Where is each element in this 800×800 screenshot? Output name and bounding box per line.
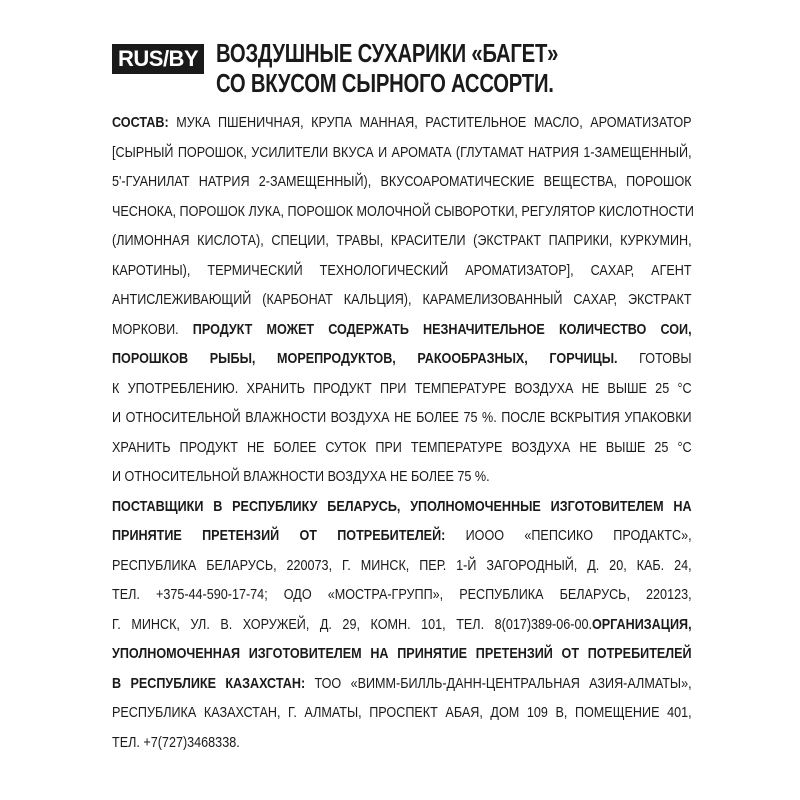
- text-segment: МУКА ПШЕНИЧНАЯ, КРУПА МАННАЯ, РАСТИТЕЛЬНОЕ МАСЛО, АРОМАТИЗАТОР: [176, 114, 692, 131]
- text-segment: КАРОТИНЫ), ТЕРМИЧЕСКИЙ ТЕХНОЛОГИЧЕСКИЙ АРОМАТИЗАТОР], САХАР, АГЕНТ: [112, 261, 692, 279]
- text-line: [112, 256, 692, 286]
- text-line: [112, 610, 692, 640]
- bold-text-segment: СОСТАВ:: [112, 114, 177, 131]
- text-segment: ТЕЛ. +375-44-590-17-74; ОДО «МОСТРА-ГРУПП», РЕСПУБЛИКА БЕЛАРУСЬ, 220123,: [112, 586, 692, 603]
- text-line: [112, 698, 692, 728]
- text-line: [112, 315, 692, 345]
- text-segment: И ОТНОСИТЕЛЬНОЙ ВЛАЖНОСТИ ВОЗДУХА НЕ БОЛЕЕ 75 %.: [112, 468, 490, 485]
- text-line: [112, 433, 692, 463]
- text-line: [112, 462, 692, 492]
- text-line: [112, 669, 692, 699]
- text-line: [112, 521, 692, 551]
- text-line: [112, 403, 692, 433]
- text-segment: ЧЕСНОКА, ПОРОШОК ЛУКА, ПОРОШОК МОЛОЧНОЙ СЫВОРОТКИ, РЕГУЛЯТОР КИСЛОТНОСТИ: [112, 202, 694, 220]
- product-title: [216, 38, 558, 98]
- text-line: [112, 108, 692, 138]
- text-segment: ХРАНИТЬ ПРОДУКТ НЕ БОЛЕЕ СУТОК ПРИ ТЕМПЕРАТУРЕ ВОЗДУХА НЕ ВЫШЕ 25 °С: [112, 438, 692, 456]
- bold-text-segment: ПРОДУКТ МОЖЕТ СОДЕРЖАТЬ НЕЗНАЧИТЕЛЬНОЕ КОЛИЧЕСТВО СОИ,: [192, 320, 692, 338]
- text-segment: К УПОТРЕБЛЕНИЮ. ХРАНИТЬ ПРОДУКТ ПРИ ТЕМПЕРАТУРЕ ВОЗДУХА НЕ ВЫШЕ 25 °С: [112, 379, 692, 397]
- text-segment: МОРКОВИ.: [112, 320, 193, 338]
- region-badge: RUS/BY: [112, 44, 204, 74]
- text-line: [112, 492, 692, 522]
- bold-text-segment: УПОЛНОМОЧЕННАЯ ИЗГОТОВИТЕЛЕМ НА ПРИНЯТИЕ ПРЕТЕНЗИЙ ОТ ПОТРЕБИТЕЛЕЙ: [112, 645, 692, 662]
- text-segment: Г. МИНСК, УЛ. В. ХОРУЖЕЙ, Д. 29, КОМН. 101, ТЕЛ. 8(017)389-06-00.: [112, 615, 592, 633]
- text-line: [112, 167, 692, 197]
- label-header: [112, 38, 692, 98]
- text-segment: И ОТНОСИТЕЛЬНОЙ ВЛАЖНОСТИ ВОЗДУХА НЕ БОЛЕЕ 75 %. ПОСЛЕ ВСКРЫТИЯ УПАКОВКИ: [112, 409, 692, 426]
- text-segment: ИООО «ПЕПСИКО ПРОДАКТС»,: [445, 527, 692, 544]
- text-segment: РЕСПУБЛИКА БЕЛАРУСЬ, 220073, Г. МИНСК, ПЕР. 1-Й ЗАГОРОДНЫЙ, Д. 20, КАБ. 24,: [112, 556, 692, 574]
- text-line: [112, 728, 692, 758]
- text-segment: РЕСПУБЛИКА КАЗАХСТАН, Г. АЛМАТЫ, ПРОСПЕКТ АБАЯ, ДОМ 109 В, ПОМЕЩЕНИЕ 401,: [112, 704, 692, 721]
- bold-text-segment: ОРГАНИЗАЦИЯ,: [591, 615, 692, 633]
- text-line: [112, 226, 692, 256]
- text-line: [112, 138, 692, 168]
- text-segment: 5'-ГУАНИЛАТ НАТРИЯ 2-ЗАМЕЩЕННЫЙ), ВКУСОАРОМАТИЧЕСКИЕ ВЕЩЕСТВА, ПОРОШОК: [112, 173, 692, 190]
- text-line: [112, 551, 692, 581]
- text-segment: АНТИСЛЕЖИВАЮЩИЙ (КАРБОНАТ КАЛЬЦИЯ), КАРАМЕЛИЗОВАННЫЙ САХАР, ЭКСТРАКТ: [112, 291, 692, 308]
- label-body: [112, 108, 692, 757]
- bold-text-segment: ПОСТАВЩИКИ В РЕСПУБЛИКУ БЕЛАРУСЬ, УПОЛНОМОЧЕННЫЕ ИЗГОТОВИТЕЛЕМ НА: [112, 497, 692, 515]
- bold-text-segment: В РЕСПУБЛИКЕ КАЗАХСТАН:: [112, 674, 306, 692]
- bold-text-segment: ПРИНЯТИЕ ПРЕТЕНЗИЙ ОТ ПОТРЕБИТЕЛЕЙ:: [112, 527, 446, 544]
- text-line: [112, 639, 692, 669]
- text-line: [112, 374, 692, 404]
- text-line: [112, 580, 692, 610]
- product-title-line-1: ВОЗДУШНЫЕ СУХАРИКИ «БАГЕТ»: [216, 38, 559, 68]
- text-segment: ГОТОВЫ: [617, 350, 692, 367]
- product-title-line-2: СО ВКУСОМ СЫРНОГО АССОРТИ.: [216, 68, 554, 98]
- label-panel: [112, 38, 692, 757]
- text-segment: ТОО «ВИММ-БИЛЛЬ-ДАНН-ЦЕНТРАЛЬНАЯ АЗИЯ-АЛМАТЫ»,: [305, 674, 692, 692]
- text-segment: (ЛИМОННАЯ КИСЛОТА), СПЕЦИИ, ТРАВЫ, КРАСИТЕЛИ (ЭКСТРАКТ ПАПРИКИ, КУРКУМИН,: [112, 232, 692, 249]
- text-line: [112, 197, 692, 227]
- bold-text-segment: ПОРОШКОВ РЫБЫ, МОРЕПРОДУКТОВ, РАКООБРАЗНЫХ, ГОРЧИЦЫ.: [112, 350, 618, 367]
- text-line: [112, 285, 692, 315]
- text-line: [112, 344, 692, 374]
- text-segment: [СЫРНЫЙ ПОРОШОК, УСИЛИТЕЛИ ВКУСА И АРОМАТА (ГЛУТАМАТ НАТРИЯ 1-ЗАМЕЩЕННЫЙ,: [112, 143, 692, 161]
- text-segment: ТЕЛ. +7(727)3468338.: [112, 733, 240, 751]
